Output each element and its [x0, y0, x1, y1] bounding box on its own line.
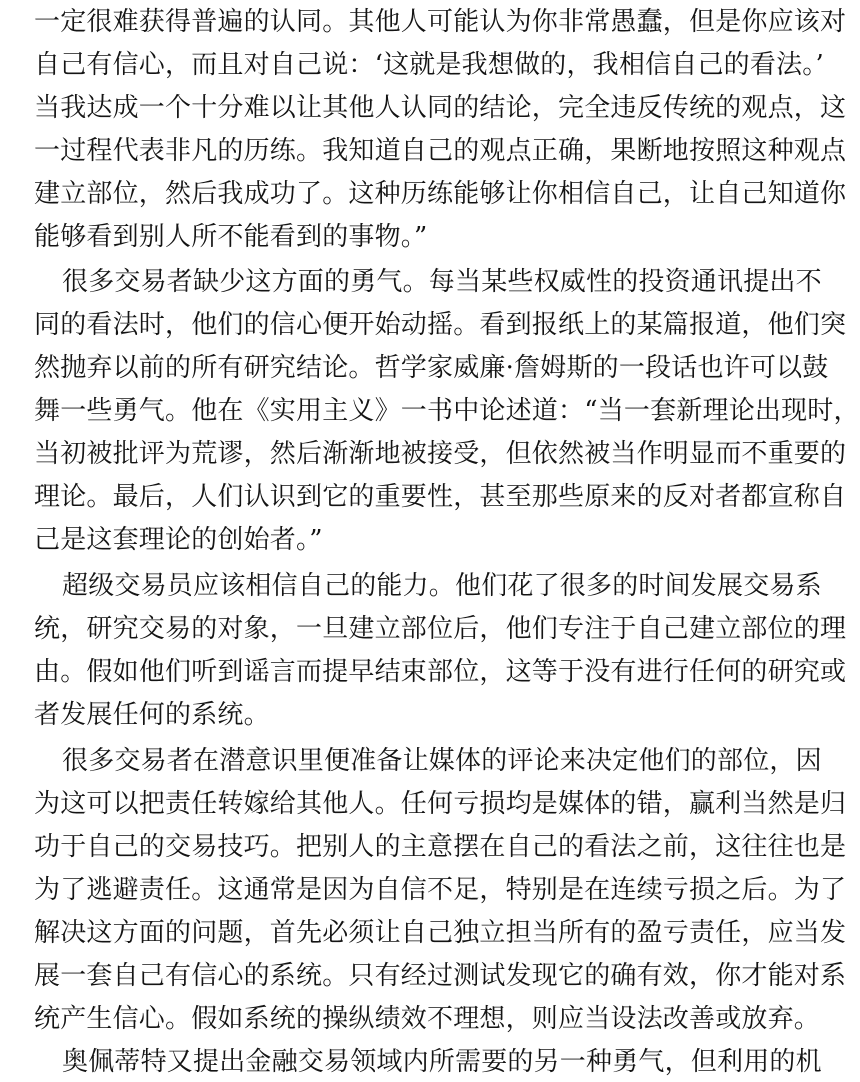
text-line: 者发展任何的系统。 — [34, 700, 270, 730]
text-line: 展一套自己有信心的系统。只有经过测试发现它的确有效，你才能对系 — [34, 961, 847, 991]
text-line: 建立部位，然后我成功了。这种历练能够让你相信自己，让自己知道你 — [34, 179, 847, 209]
text-line: 同的看法时，他们的信心便开始动摇。看到报纸上的某篇报道，他们突 — [34, 310, 847, 340]
text-line: 己是这套理论的创始者。” — [34, 525, 323, 555]
text-line: 舞一些勇气。他在《实用主义》一书中论述道：“当一套新理论出现时， — [34, 396, 860, 426]
text-line: 自己有信心，而且对自己说：‘这就是我想做的，我相信自己的看法。’ — [34, 50, 824, 80]
text-line: 理论。最后，人们认识到它的重要性，甚至那些原来的反对者都宣称自 — [34, 482, 847, 512]
text-line: 一定很难获得普遍的认同。其他人可能认为你非常愚蠢，但是你应该对 — [34, 7, 847, 37]
text-line: 功于自己的交易技巧。把别人的主意摆在自己的看法之前，这往往也是 — [34, 832, 847, 862]
text-line: 然抛弃以前的所有研究结论。哲学家威廉·詹姆斯的一段话也许可以鼓 — [34, 353, 829, 383]
text-line: 一过程代表非凡的历练。我知道自己的观点正确，果断地按照这种观点 — [34, 136, 847, 166]
text-line: 统产生信心。假如系统的操纵绩效不理想，则应当设法改善或放弃。 — [34, 1004, 821, 1034]
text-line: 超级交易员应该相信自己的能力。他们花了很多的时间发展交易系 — [62, 571, 822, 601]
text-line: 解决这方面的问题，首先必须让自己独立担当所有的盈亏责任，应当发 — [34, 918, 847, 948]
text-line: 为了逃避责任。这通常是因为自信不足，特别是在连续亏损之后。为了 — [34, 875, 847, 905]
text-line: 当初被批评为荒谬，然后渐渐地被接受，但依然被当作明显而不重要的 — [34, 439, 847, 469]
text-line: 能够看到别人所不能看到的事物。” — [34, 222, 428, 252]
text-line: 很多交易者在潜意识里便准备让媒体的评论来决定他们的部位，因 — [62, 746, 822, 776]
text-line: 为这可以把责任转嫁给其他人。任何亏损均是媒体的错，赢利当然是归 — [34, 789, 847, 819]
text-line: 统，研究交易的对象，一旦建立部位后，他们专注于自己建立部位的理 — [34, 614, 847, 644]
text-line: 奥佩蒂特又提出金融交易领域内所需要的另一种勇气，但利用的机 — [62, 1047, 822, 1077]
text-line: 当我达成一个十分难以让其他人认同的结论，完全违反传统的观点，这 — [34, 93, 847, 123]
text-line: 由。假如他们听到谣言而提早结束部位，这等于没有进行任何的研究或 — [34, 657, 847, 687]
text-line: 很多交易者缺少这方面的勇气。每当某些权威性的投资通讯提出不 — [62, 267, 822, 297]
